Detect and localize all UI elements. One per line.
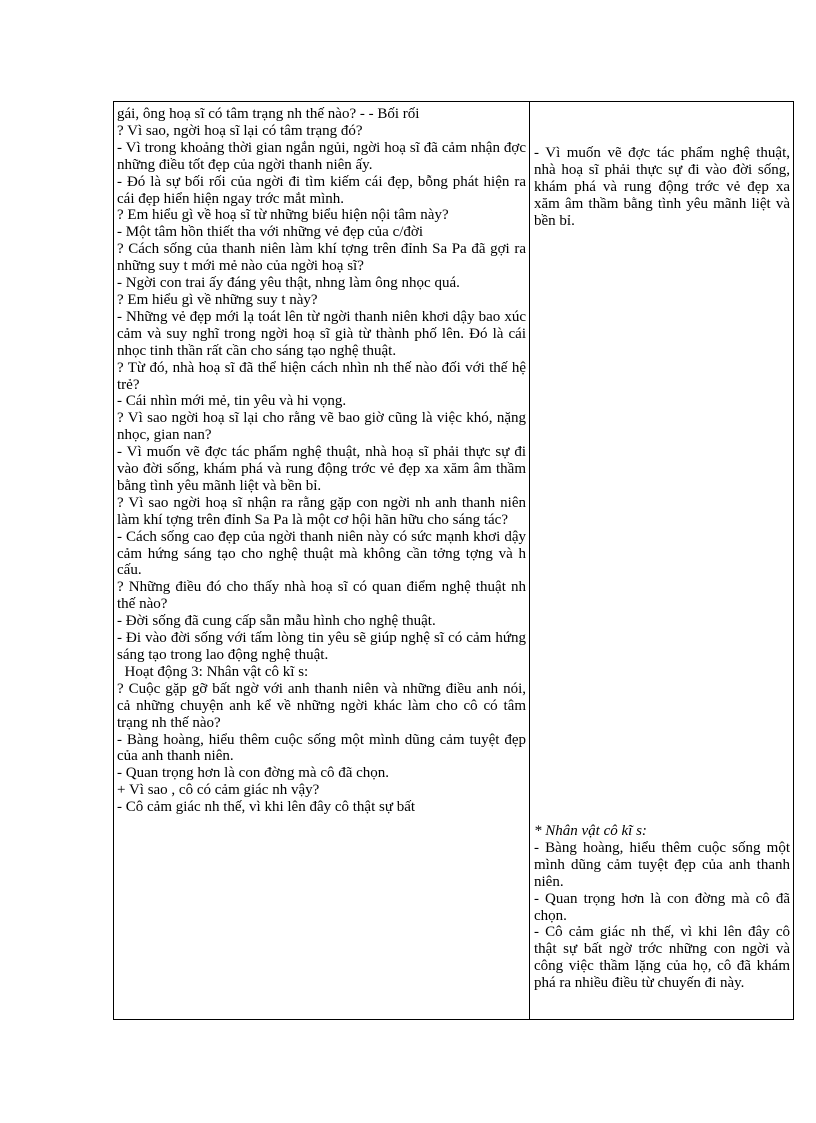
paragraph: - Đó là sự bối rối của ngời đi tìm kiếm cái đẹp, bỗng phát hiện ra cái đẹp hiển hiện ngay trớc mắt mình. bbox=[117, 173, 526, 207]
paragraph: ? Từ đó, nhà hoạ sĩ đã thể hiện cách nhìn nh thế nào đối với thế hệ trẻ? bbox=[117, 359, 526, 393]
paragraph: ? Những điều đó cho thấy nhà hoạ sĩ có quan điểm nghệ thuật nh thế nào? bbox=[117, 579, 526, 613]
column-divider bbox=[529, 102, 530, 1019]
paragraph: + Vì sao , cô có cảm giác nh vậy? bbox=[117, 782, 320, 799]
paragraph: - Cô cảm giác nh thế, vì khi lên đây cô thật sự bất ngờ trớc những con ngời và công việc thầm lặng của họ, cô đã khám phá ra nhiều điều từ chuyến đi này. bbox=[534, 924, 790, 992]
right-column-bottom bbox=[534, 823, 790, 992]
paragraph: - Cô cảm giác nh thế, vì khi lên đây cô thật sự bất bbox=[117, 799, 416, 816]
paragraph: ? Vì sao ngời hoạ sĩ lại cho rằng vẽ bao giờ cũng là việc khó, nặng nhọc, gian nan? bbox=[117, 410, 526, 444]
paragraph: - Vì muốn vẽ đợc tác phẩm nghệ thuật, nhà hoạ sĩ phải thực sự đi vào đời sống, khám phá và rung động trớc vẻ đẹp xa xăm âm thầm bằng tình yêu mãnh liệt và bền bỉ. bbox=[117, 444, 526, 494]
paragraph: ? Cuộc gặp gỡ bất ngờ với anh thanh niên và những điều anh nói, cả những chuyện anh kể về những ngời khác làm cho cô có tâm trạng nh thế nào? bbox=[117, 680, 526, 731]
lesson-table bbox=[113, 101, 794, 1020]
paragraph: ? Vì sao ngời hoạ sĩ nhận ra rằng gặp con ngời nh anh thanh niên làm khí tợng trên đỉnh Sa Pa là một cơ hội hãn hữu cho sáng tác? bbox=[117, 494, 526, 528]
paragraph: - Những vẻ đẹp mới lạ toát lên từ ngời thanh niên khơi dậy bao xúc cảm và suy nghĩ trong ngời hoạ sĩ già từ thành phố lên. Đó là cái nhọc tinh thần rất cần cho sáng tạo nghệ thuật. bbox=[117, 308, 526, 359]
paragraph: - Cách sống cao đẹp của ngời thanh niên này có sức mạnh khơi dậy cảm hứng sáng tạo cho nghệ thuật mà không cần tởng tợng và h cấu. bbox=[117, 528, 526, 579]
paragraph: - Bàng hoàng, hiểu thêm cuộc sống một mình dũng cảm tuyệt đẹp của anh thanh niên. bbox=[534, 839, 790, 890]
paragraph: - Đi vào đời sống với tấm lòng tin yêu sẽ giúp nghệ sĩ có cảm hứng sáng tạo trong lao động nghệ thuật. bbox=[117, 630, 526, 663]
right-column-top bbox=[534, 145, 790, 230]
paragraph: - Một tâm hồn thiết tha với những vẻ đẹp của c/đời bbox=[117, 224, 424, 241]
paragraph: ? Em hiểu gì về hoạ sĩ từ những biểu hiện nội tâm này? bbox=[117, 207, 449, 224]
paragraph: - Ngời con trai ấy đáng yêu thật, nhng làm ông nhọc quá. bbox=[117, 275, 460, 292]
paragraph: gái, ông hoạ sĩ có tâm trạng nh thế nào? - - Bối rối bbox=[117, 106, 420, 122]
paragraph: ? Em hiểu gì về những suy t này? bbox=[117, 291, 318, 308]
paragraph: ? Vì sao, ngời hoạ sĩ lại có tâm trạng đó? bbox=[117, 122, 363, 139]
paragraph: - Bàng hoàng, hiểu thêm cuộc sống một mình dũng cảm tuyệt đẹp của anh thanh niên. bbox=[117, 731, 526, 765]
paragraph: - Vì trong khoảng thời gian ngắn ngủi, ngời hoạ sĩ đã cảm nhận đợc những điều tốt đẹp của ngời thanh niên ấy. bbox=[117, 139, 526, 173]
paragraph: - Quan trọng hơn là con đờng mà cô đã chọn. bbox=[117, 765, 390, 782]
section-heading: Hoạt động 3: Nhân vật cô kĩ s: bbox=[117, 663, 309, 680]
left-column bbox=[117, 106, 526, 816]
paragraph: - Cái nhìn mới mẻ, tin yêu và hi vọng. bbox=[117, 393, 347, 410]
paragraph: - Đời sống đã cung cấp sẵn mẫu hình cho nghệ thuật. bbox=[117, 613, 436, 630]
paragraph: - Quan trọng hơn là con đờng mà cô đã chọn. bbox=[534, 890, 790, 924]
paragraph: - Vì muốn vẽ đợc tác phẩm nghệ thuật, nhà hoạ sĩ phải thực sự đi vào đời sống, khám phá và rung động trớc vẻ đẹp xa xăm âm thầm bằng tình yêu mãnh liệt và bền bỉ. bbox=[534, 145, 790, 229]
paragraph: ? Cách sống của thanh niên làm khí tợng trên đỉnh Sa Pa đã gợi ra những suy t mới mẻ nào của ngời hoạ sĩ? bbox=[117, 241, 526, 275]
section-heading: * Nhân vật cô kĩ s: bbox=[534, 823, 647, 839]
